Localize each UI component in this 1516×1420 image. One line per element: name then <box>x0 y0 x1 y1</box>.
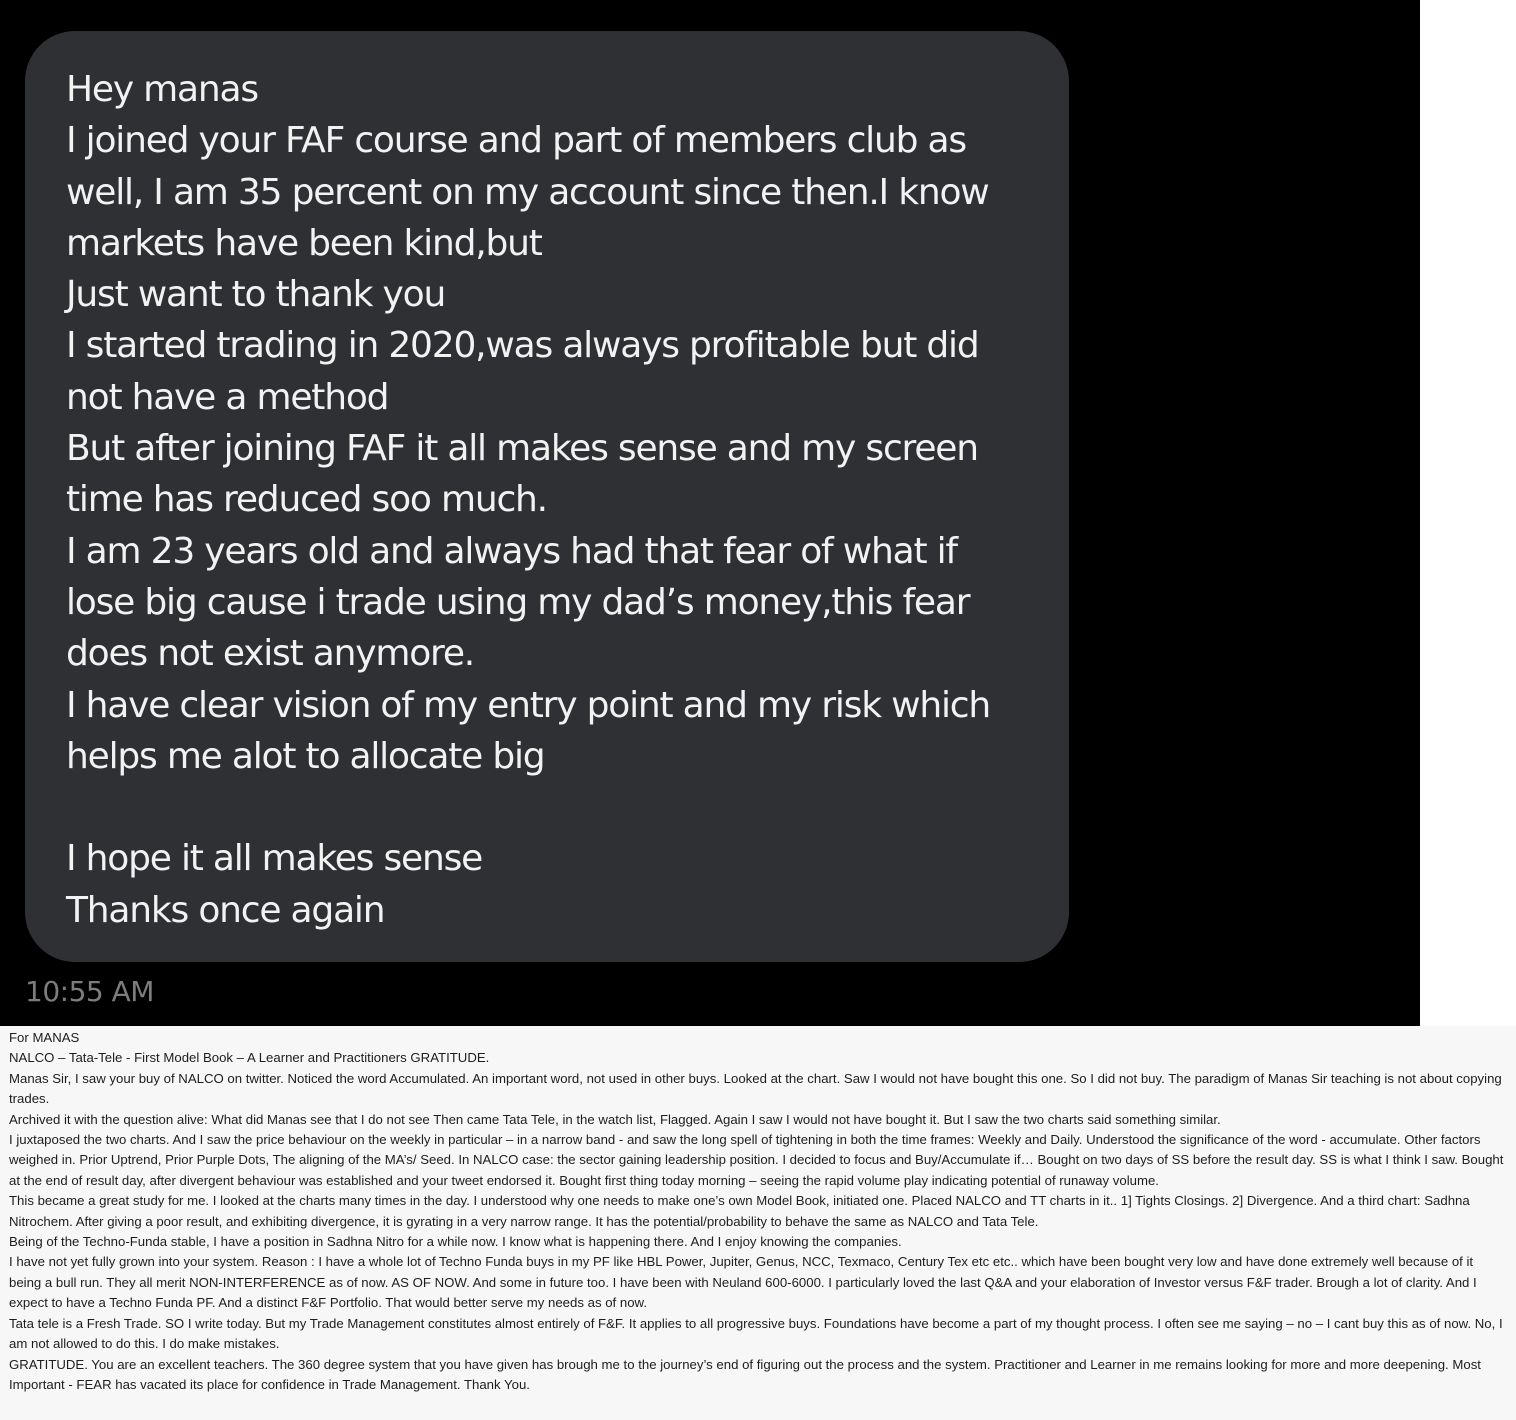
message-line: Hey manas <box>66 69 258 110</box>
message-line: I hope it all makes sense <box>66 838 483 880</box>
message-line: helps me alot to allocate big <box>66 735 545 777</box>
letter-salutation: For MANAS <box>9 1030 80 1045</box>
gratitude-letter <box>0 1026 1516 1420</box>
letter-title: NALCO – Tata-Tele - First Model Book – A Learner and Practitioners GRATITUDE. <box>9 1050 490 1066</box>
message-line: time has reduced soo much. <box>66 479 547 521</box>
message-line: Thanks once again <box>66 889 385 931</box>
letter-paragraph: Being of the Techno-Funda stable, I have a position in Sadhna Nitro for a while now. I know what is happening there. And I enjoy knowing the companies. <box>9 1234 902 1250</box>
letter-paragraph: Archived it with the question alive: What did Manas see that I do not see Then came Tata Tele, in the watch list, Flagged. Again I saw I would not have bought it. But I saw the two charts said something similar. <box>9 1111 1221 1127</box>
letter-closing: GRATITUDE. You are an excellent teachers. The 360 degree system that you have given has brough me to the journey’s end of figuring out the process and the system. Practitioner and Learner in me remains looking for more and more deepening. Most Important - FEAR has vacated its place for confidence in Trade Management. Thank You. <box>9 1356 1481 1392</box>
letter-paragraph: I juxtaposed the two charts. And I saw the price behaviour on the weekly in particular – in a narrow band - and saw the long spell of tightening in both the time frames: Weekly and Daily. Understood the significance of the word - accumulate. Other factors weighed in. Prior Uptrend, Prior Purple Dots, The aligning of the MA’s/ Seed. In NALCO case: the sector gaining leadership position. I decided to focus and Buy/Accumulate if… Bought on two days of SS before the result day. SS is what I think I saw. Bought at the end of result day, after divergent behaviour was established and your tweet endorsed it. Bought first thing today morning – seeing the rapid volume play indicating potential of runaway volume. <box>9 1132 1504 1188</box>
message-line: I started trading in 2020,was always profitable but did <box>66 325 979 367</box>
letter-paragraph: Manas Sir, I saw your buy of NALCO on twitter. Noticed the word Accumulated. An important word, not used in other buys. Looked at the chart. Saw I would not have bought this one. So I did not buy. The paradigm of Manas Sir teaching is not about copying trades. <box>9 1070 1502 1107</box>
message-line: I have clear vision of my entry point and my risk which <box>66 684 990 726</box>
letter-paragraph: I have not yet fully grown into your system. Reason : I have a whole lot of Techno Funda buys in my PF like HBL Power, Jupiter, Genus, NCC, Texmaco, Century Tex etc etc.. which have been bought very low and have done extremely well because of it being a bull run. They all merit NON-INTERFERENCE as of now. AS OF NOW. And some in future too. I have been with Neuland 600-6000. I particularly loved the last Q&A and your elaboration of Investor versus F&F trader. Brough a lot of clarity. And I expect to have a Techno Funda PF. And a distinct F&F Portfolio. That would better serve my needs as of now. <box>9 1254 1477 1311</box>
message-line: does not exist anymore. <box>66 633 475 675</box>
message-timestamp: 10:55 AM <box>25 975 154 1008</box>
message-line-blank <box>66 782 1039 833</box>
message-line: Just want to thank you <box>66 274 446 316</box>
message-line: But after joining FAF it all makes sense and my screen <box>66 428 978 470</box>
message-line: lose big cause i trade using my dad’s money,this fear <box>66 581 970 623</box>
message-line: markets have been kind,but <box>66 222 542 264</box>
message-line: well, I am 35 percent on my account since then.I know <box>66 171 989 213</box>
message-line: I joined your FAF course and part of members club as <box>66 120 966 162</box>
page-margin <box>1420 0 1516 1030</box>
message-line: I am 23 years old and always had that fear of what if <box>66 530 957 572</box>
message-bubble <box>25 31 1069 962</box>
letter-paragraph: Tata tele is a Fresh Trade. SO I write today. But my Trade Management constitutes almost entirely of F&F. It applies to all progressive buys. Foundations have become a part of my thought process. I often see me saying – no – I cant buy this as of now. No, I am not allowed to do this. I do make mistakes. <box>9 1315 1503 1352</box>
letter-paragraph: This became a great study for me. I looked at the charts many times in the day. I understood why one needs to make one’s own Model Book, initiated one. Placed NALCO and TT charts in it.. 1] Tights Closings. 2] Divergence. And a third chart: Sadhna Nitrochem. After giving a poor result, and exhibiting divergence, it is gyrating in a very narrow range. It has the potential/probability to behave the same as NALCO and Tata Tele. <box>9 1193 1470 1229</box>
message-line: not have a method <box>66 376 389 418</box>
